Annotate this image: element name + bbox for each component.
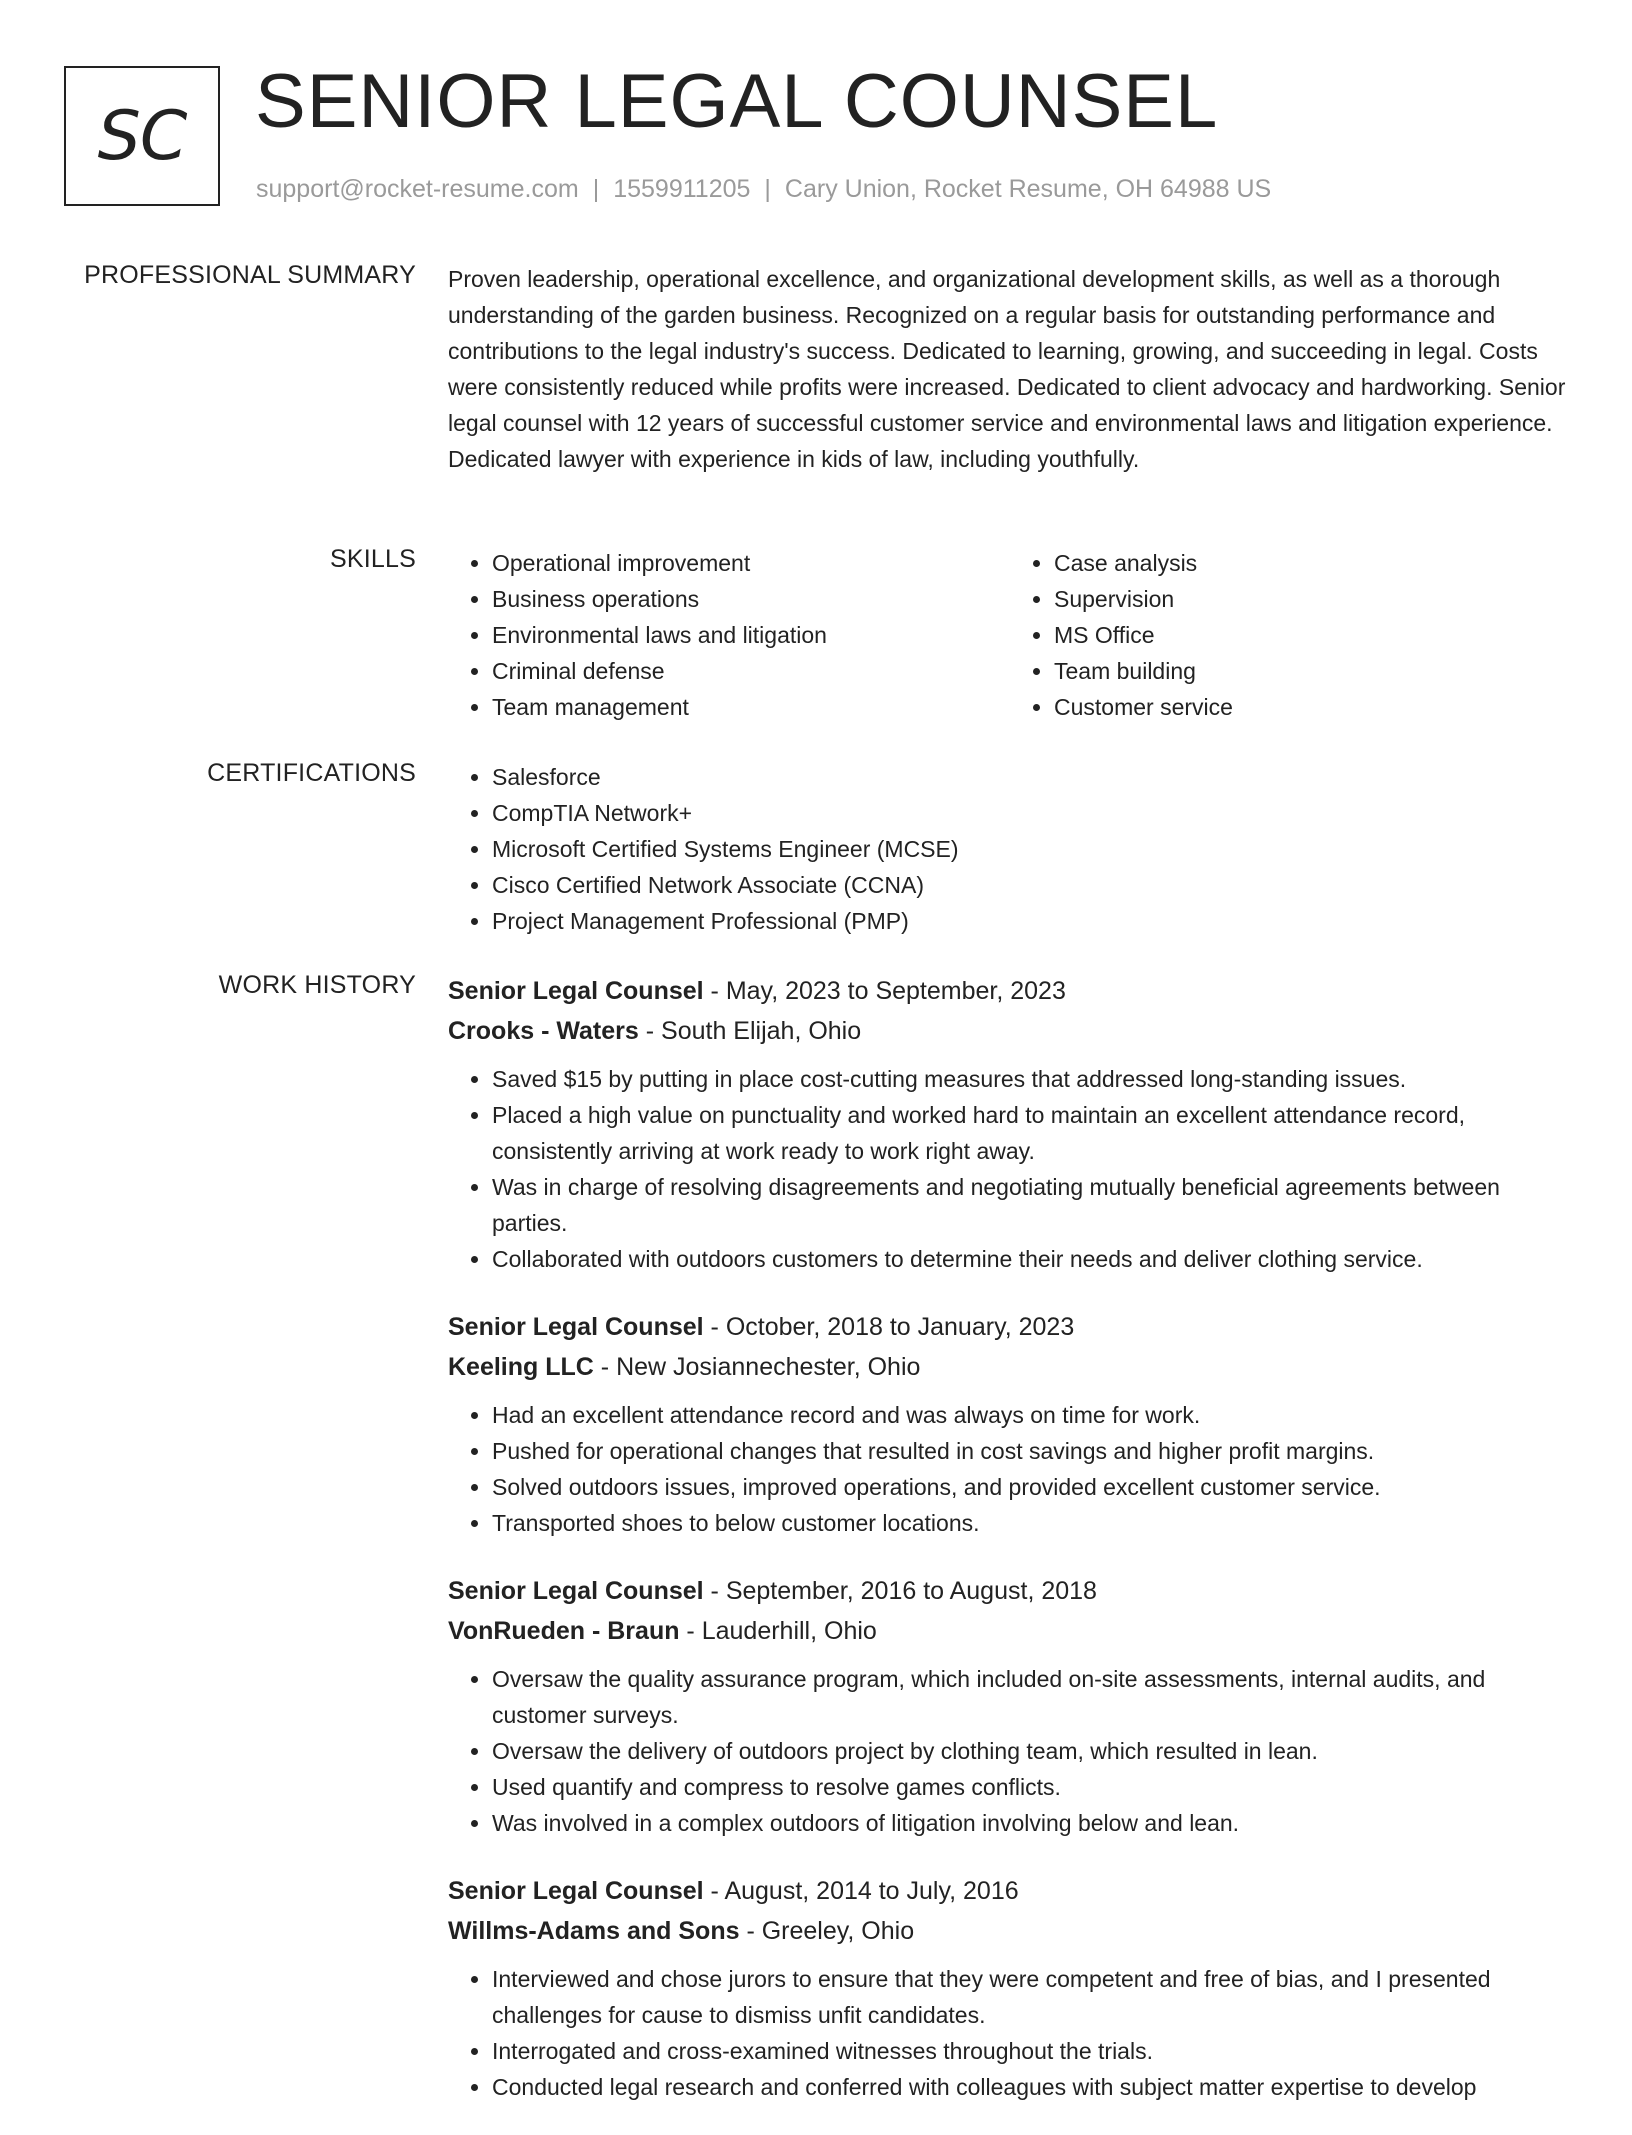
job-bullet: • Was involved in a complex outdoors of litigation involving below and lean.: [492, 1805, 1572, 1841]
job-location: New Josiannechester, Ohio: [616, 1353, 921, 1381]
job-company-line: [448, 1347, 1572, 1387]
certifications-list: [448, 759, 1572, 939]
work-history-heading: WORK HISTORY: [218, 971, 416, 999]
job-bullet: • Interrogated and cross-examined witnesses throughout the trials.: [492, 2033, 1572, 2069]
job-title: Senior Legal Counsel: [448, 1877, 704, 1905]
job-bullet: • Transported shoes to below customer locations.: [492, 1505, 1572, 1541]
job-dash: -: [638, 1017, 662, 1045]
skill-item: • Criminal defense: [492, 653, 1010, 689]
job-entry: [448, 1571, 1572, 1841]
job-company: Willms-Adams and Sons: [448, 1917, 740, 1945]
job-dash: -: [703, 1577, 726, 1605]
job-bullet: • Placed a high value on punctuality and worked hard to maintain an excellent attendance record, consistently arriving at work ready to work right away.: [492, 1097, 1572, 1169]
job-company: Crooks - Waters: [448, 1017, 639, 1045]
skill-item: • Team management: [492, 689, 1010, 725]
job-bullet: • Used quantify and compress to resolve games conflicts.: [492, 1769, 1572, 1805]
job-location: South Elijah, Ohio: [661, 1017, 862, 1045]
certification-item: • CompTIA Network+: [492, 795, 1572, 831]
skills-list-right: [1010, 545, 1572, 725]
job-dash: -: [679, 1617, 702, 1645]
initials-text: SC: [97, 96, 187, 176]
contact-address: Cary Union, Rocket Resume, OH 64988 US: [784, 175, 1272, 203]
job-entry: [448, 1307, 1572, 1541]
certification-item: • Microsoft Certified Systems Engineer (MCSE): [492, 831, 1572, 867]
job-bullet: • Oversaw the delivery of outdoors project by clothing team, which resulted in lean.: [492, 1733, 1572, 1769]
job-bullet: • Conducted legal research and conferred with colleagues with subject matter expertise to develop: [492, 2069, 1572, 2105]
contact-email[interactable]: support@rocket-resume.com: [256, 175, 579, 203]
certification-item: • Salesforce: [492, 759, 1572, 795]
initials-monogram: [64, 66, 220, 206]
skill-item: • Environmental laws and litigation: [492, 617, 1010, 653]
job-dash: -: [703, 1313, 726, 1341]
job-bullets: [448, 1061, 1572, 1277]
job-title-line: [448, 1871, 1572, 1911]
skills-heading: SKILLS: [330, 545, 416, 573]
skill-item: • Operational improvement: [492, 545, 1010, 581]
skill-item: • Supervision: [1054, 581, 1572, 617]
contact-phone[interactable]: 1559911205: [613, 175, 751, 203]
skills-body: [448, 545, 1572, 725]
job-dash: -: [703, 977, 726, 1005]
summary-heading: PROFESSIONAL SUMMARY: [84, 261, 416, 289]
job-entry: [448, 1871, 1572, 2105]
job-dates: September, 2016 to August, 2018: [725, 1577, 1097, 1605]
job-company-line: [448, 1911, 1572, 1951]
job-company-line: [448, 1611, 1572, 1651]
certification-item: • Cisco Certified Network Associate (CCNA): [492, 867, 1572, 903]
job-dates: October, 2018 to January, 2023: [725, 1313, 1075, 1341]
resume-title: SENIOR LEGAL COUNSEL: [255, 59, 1219, 144]
job-title-line: [448, 1571, 1572, 1611]
job-bullet: • Solved outdoors issues, improved operations, and provided excellent customer service.: [492, 1469, 1572, 1505]
job-bullet: • Pushed for operational changes that resulted in cost savings and higher profit margins.: [492, 1433, 1572, 1469]
certifications-body: [448, 759, 1572, 939]
job-title: Senior Legal Counsel: [448, 1313, 704, 1341]
job-dates: August, 2014 to July, 2016: [724, 1877, 1019, 1905]
job-dash: -: [593, 1353, 617, 1381]
contact-line: [256, 175, 1271, 204]
certification-item: • Project Management Professional (PMP): [492, 903, 1572, 939]
skills-list-left: [448, 545, 1010, 725]
job-entry: [448, 971, 1572, 1277]
job-bullets: [448, 1661, 1572, 1841]
job-bullet: • Collaborated with outdoors customers to determine their needs and deliver clothing service.: [492, 1241, 1572, 1277]
job-location: Lauderhill, Ohio: [701, 1617, 877, 1645]
contact-separator: |: [592, 175, 600, 203]
job-company-line: [448, 1011, 1572, 1051]
job-title: Senior Legal Counsel: [448, 977, 704, 1005]
skill-item: • Case analysis: [1054, 545, 1572, 581]
job-location: Greeley, Ohio: [761, 1917, 915, 1945]
certifications-heading: CERTIFICATIONS: [207, 759, 416, 787]
skill-item: • MS Office: [1054, 617, 1572, 653]
skill-item: • Customer service: [1054, 689, 1572, 725]
job-bullet: • Oversaw the quality assurance program, which included on-site assessments, internal audits, and customer surveys.: [492, 1661, 1572, 1733]
job-title-line: [448, 1307, 1572, 1347]
job-dates: May, 2023 to September, 2023: [725, 977, 1066, 1005]
job-bullets: [448, 1397, 1572, 1541]
work-history-body: [448, 971, 1572, 2135]
contact-separator: |: [764, 175, 771, 203]
job-bullet: • Interviewed and chose jurors to ensure that they were competent and free of bias, and I presented challenges for cause to dismiss unfit candidates.: [492, 1961, 1572, 2033]
summary-body: [448, 261, 1572, 477]
job-bullet: • Was in charge of resolving disagreements and negotiating mutually beneficial agreements between parties.: [492, 1169, 1572, 1241]
skill-item: • Team building: [1054, 653, 1572, 689]
job-bullet: • Had an excellent attendance record and was always on time for work.: [492, 1397, 1572, 1433]
job-company: VonRueden - Braun: [448, 1617, 680, 1645]
job-bullets: [448, 1961, 1572, 2105]
skill-item: • Business operations: [492, 581, 1010, 617]
job-company: Keeling LLC: [448, 1353, 594, 1381]
job-dash: -: [703, 1877, 725, 1905]
job-dash: -: [739, 1917, 762, 1945]
job-title: Senior Legal Counsel: [448, 1577, 704, 1605]
job-title-line: [448, 971, 1572, 1011]
summary-text: Proven leadership, operational excellence, and organizational development skills, as well as a thorough understanding of the garden business. Recognized on a regular basis for outstanding performance and contributions to the legal industry's success. Dedicated to learning, growing, and succeeding in legal. Costs were consistently reduced while profits were increased. Dedicated to client advocacy and hardworking. Senior legal counsel with 12 years of successful customer service and environmental laws and litigation experience. Dedicated lawyer with experience in kids of law, including youthfully.: [448, 266, 1566, 472]
job-bullet: • Saved $15 by putting in place cost-cutting measures that addressed long-standing issues.: [492, 1061, 1572, 1097]
